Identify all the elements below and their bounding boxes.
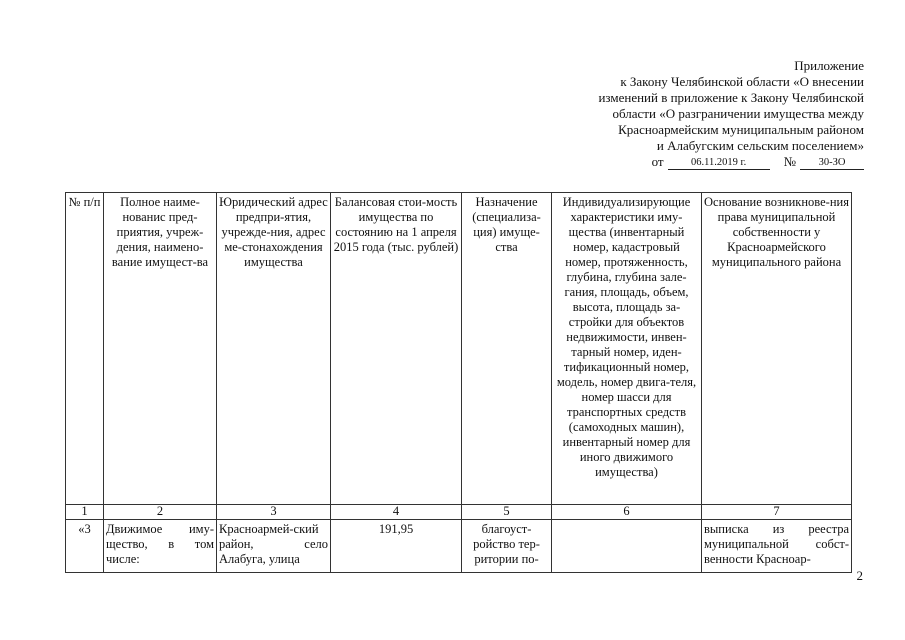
appendix-line: изменений в приложение к Закону Челябинской	[598, 90, 864, 105]
table-row	[66, 520, 852, 573]
row-characteristics-cell	[552, 520, 702, 573]
row-purpose-cell: благоуст-ройство тер-ритории по-	[462, 520, 552, 573]
property-table	[65, 192, 852, 573]
page-number: 2	[856, 568, 863, 583]
column-number: 4	[331, 505, 462, 520]
row-address-cell: Красноармей-ский район, село Алабуга, улица	[217, 520, 331, 573]
header-balance-value: Балансовая стои-мость имущества по состоянию на 1 апреля 2015 года (тыс. рублей)	[331, 193, 462, 505]
column-number: 2	[104, 505, 217, 520]
row-balance-cell: 191,95	[331, 520, 462, 573]
appendix-header	[524, 58, 864, 170]
row-number-cell: «3	[66, 520, 104, 573]
column-number: 5	[462, 505, 552, 520]
column-number: 1	[66, 505, 104, 520]
row-ownership-cell: выписка из реестра муниципальной собст-венности Красноар-	[702, 520, 852, 573]
column-number: 7	[702, 505, 852, 520]
row-name-cell: Движимое иму-щество, в том числе:	[104, 520, 217, 573]
column-number-row	[66, 505, 852, 520]
number-label: №	[783, 154, 796, 169]
law-number: 30-ЗО	[800, 157, 864, 170]
column-number: 3	[217, 505, 331, 520]
table-header-row	[66, 193, 852, 505]
header-characteristics: Индивидуализирующие характеристики иму-щества (инвентарный номер, кадастровый номер, протяженность, глубина, глубина зале-гания, площадь, объем, высота, площадь за-стройки для объектов недвижимости, инвен-тарный номер, иден-тификационный номер, модель, номер двига-теля, номер шасси для транспортных средств (самоходных машин), инвентарный номер для иного движимого имущества)	[552, 193, 702, 505]
appendix-line: Красноармейским муниципальным районом	[618, 122, 864, 137]
appendix-line: к Закону Челябинской области «О внесении	[620, 74, 864, 89]
appendix-line: и Алабугским сельским поселением»	[656, 138, 864, 153]
appendix-line: Приложение	[794, 58, 864, 73]
from-label: от	[651, 154, 664, 169]
law-signature-line	[524, 154, 864, 170]
header-name: Полное наиме-нованис пред-приятия, учреж-дения, наимено-вание имущест-ва	[104, 193, 217, 505]
header-address: Юридический адрес предпри-ятия, учрежде-ния, адрес ме-стонахождения имущества	[217, 193, 331, 505]
header-number: № п/п	[66, 193, 104, 505]
header-ownership-basis: Основание возникнове-ния права муниципальной собственности у Красноармейского муниципального района	[702, 193, 852, 505]
law-date: 06.11.2019 г.	[668, 157, 770, 170]
appendix-line: области «О разграничении имущества между	[612, 106, 864, 121]
column-number: 6	[552, 505, 702, 520]
header-purpose: Назначение (специализа-ция) имуще-ства	[462, 193, 552, 505]
